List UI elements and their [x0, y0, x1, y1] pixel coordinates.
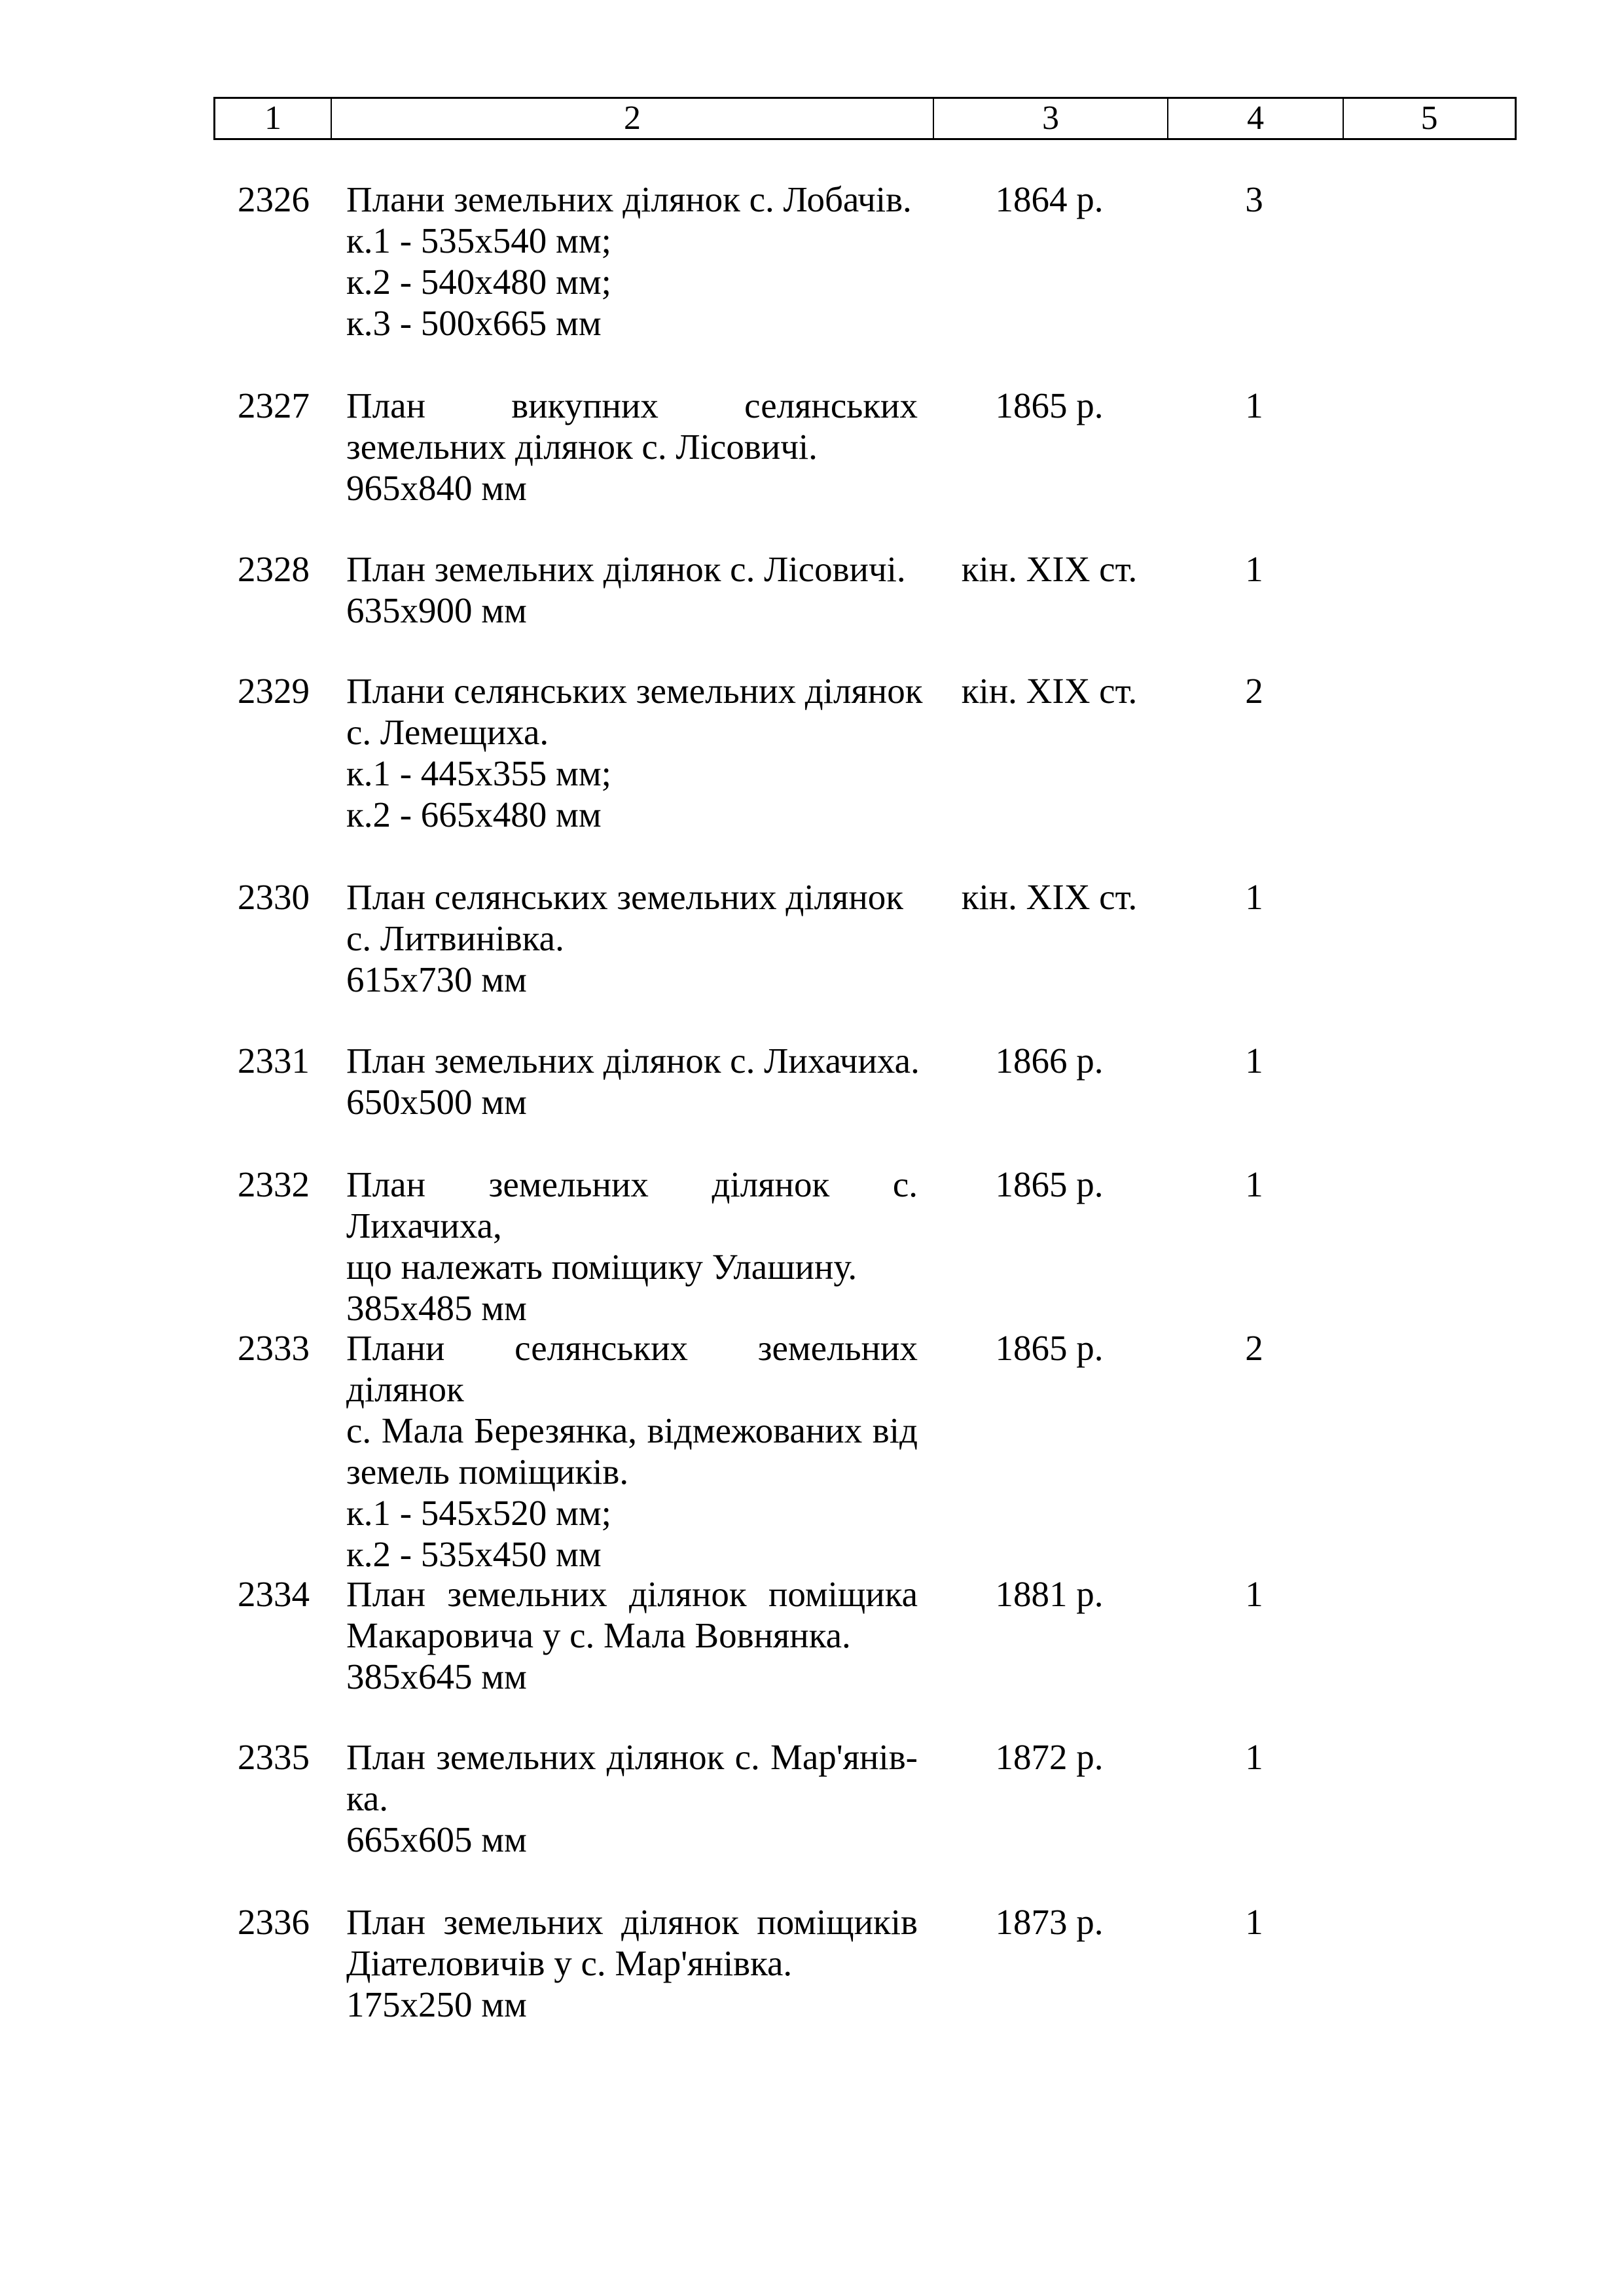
entry-description [346, 1164, 918, 1329]
entry-description [346, 1040, 918, 1122]
entry-date: 1864 р. [995, 179, 1104, 219]
entry-number: 2326 [238, 179, 310, 219]
description-line: к.1 - 545х520 мм; [346, 1493, 611, 1533]
description-line: к.1 - 535х540 мм; [346, 221, 611, 260]
column-header-3: 3 [934, 99, 1168, 138]
entry-description [346, 1573, 918, 1697]
entry-date: 1865 р. [995, 386, 1104, 425]
entry-count: 1 [1245, 877, 1263, 917]
description-line: 665х605 мм [346, 1820, 527, 1859]
entry-date: кін. XIX ст. [961, 549, 1138, 589]
description-line: План земельних ділянок с. Лісовичі. [346, 549, 906, 589]
description-line: с. Мала Березянка, відмежованих від [346, 1410, 918, 1450]
entry-count: 1 [1245, 1737, 1263, 1777]
description-line: к.2 - 540х480 мм; [346, 262, 611, 302]
description-line: План викупних селянських [346, 386, 918, 425]
entry-count: 3 [1245, 179, 1263, 219]
description-line: План земельних ділянок с. Мар'янів- [346, 1737, 918, 1777]
entry-count: 1 [1245, 1574, 1263, 1614]
entry-count: 2 [1245, 671, 1263, 711]
description-line: 650х500 мм [346, 1082, 527, 1122]
description-line: План селянських земельних ділянок [346, 877, 903, 917]
column-header-table [213, 97, 1517, 140]
entry-description [346, 670, 923, 835]
description-line: Плани селянських земельних ділянок [346, 671, 923, 711]
entry-number: 2330 [238, 877, 310, 917]
description-line: 385х485 мм [346, 1288, 527, 1328]
description-line: Плани земельних ділянок с. Лобачів. [346, 179, 912, 219]
description-line: к.3 - 500х665 мм [346, 303, 602, 343]
description-line: 965х840 мм [346, 468, 527, 508]
description-line: Плани селянських земельних ділянок [346, 1328, 918, 1409]
description-line: ка. [346, 1778, 389, 1818]
entry-description [346, 548, 918, 631]
description-line: 615х730 мм [346, 960, 527, 999]
entry-number: 2333 [238, 1328, 310, 1368]
description-line: к.2 - 665х480 мм [346, 795, 602, 834]
entry-count: 1 [1245, 1164, 1263, 1204]
entry-description [346, 179, 918, 344]
entry-description [346, 1736, 918, 1860]
entry-number: 2331 [238, 1041, 310, 1081]
entry-count: 1 [1245, 549, 1263, 589]
entry-date: 1872 р. [995, 1737, 1104, 1777]
description-line: Макаровича у с. Мала Вовнянка. [346, 1615, 851, 1655]
entry-number: 2336 [238, 1902, 310, 1942]
description-line: с. Лемещиха. [346, 712, 549, 752]
description-line: План земельних ділянок поміщика [346, 1574, 918, 1614]
column-header-2: 2 [332, 99, 934, 138]
entry-description [346, 385, 918, 509]
entry-date: 1865 р. [995, 1328, 1104, 1368]
entry-count: 2 [1245, 1328, 1263, 1368]
description-line: 385х645 мм [346, 1657, 527, 1696]
description-line: 175х250 мм [346, 1984, 527, 2024]
column-header-5: 5 [1420, 99, 1438, 137]
description-line: к.1 - 445х355 мм; [346, 753, 611, 793]
entry-date: 1873 р. [995, 1902, 1104, 1942]
column-header-4: 4 [1168, 99, 1344, 138]
entry-date: 1881 р. [995, 1574, 1104, 1614]
entry-number: 2329 [238, 671, 310, 711]
description-line: План земельних ділянок с. Лихачиха, [346, 1164, 918, 1246]
entry-number: 2332 [238, 1164, 310, 1204]
description-line: План земельних ділянок с. Лихачиха. [346, 1041, 920, 1081]
entry-number: 2335 [238, 1737, 310, 1777]
description-line: План земельних ділянок поміщиків [346, 1902, 918, 1942]
entry-count: 1 [1245, 1041, 1263, 1081]
entry-number: 2327 [238, 386, 310, 425]
description-line: земель поміщиків. [346, 1452, 629, 1492]
description-line: що належать поміщику Улашину. [346, 1247, 857, 1287]
entry-description [346, 1901, 918, 2025]
entry-date: 1866 р. [995, 1041, 1104, 1081]
entry-count: 1 [1245, 386, 1263, 425]
column-header-1: 1 [215, 99, 332, 138]
entry-number: 2328 [238, 549, 310, 589]
entry-date: кін. XIX ст. [961, 877, 1138, 917]
description-line: 635х900 мм [346, 590, 527, 630]
entry-date: кін. XIX ст. [961, 671, 1138, 711]
entry-description [346, 876, 918, 1000]
entry-count: 1 [1245, 1902, 1263, 1942]
description-line: земельних ділянок с. Лісовичі. [346, 427, 818, 467]
description-line: к.2 - 535х450 мм [346, 1534, 602, 1574]
entry-number: 2334 [238, 1574, 310, 1614]
description-line: Діателовичів у с. Мар'янівка. [346, 1943, 793, 1983]
entry-date: 1865 р. [995, 1164, 1104, 1204]
entry-description [346, 1327, 918, 1575]
description-line: с. Литвинівка. [346, 918, 564, 958]
